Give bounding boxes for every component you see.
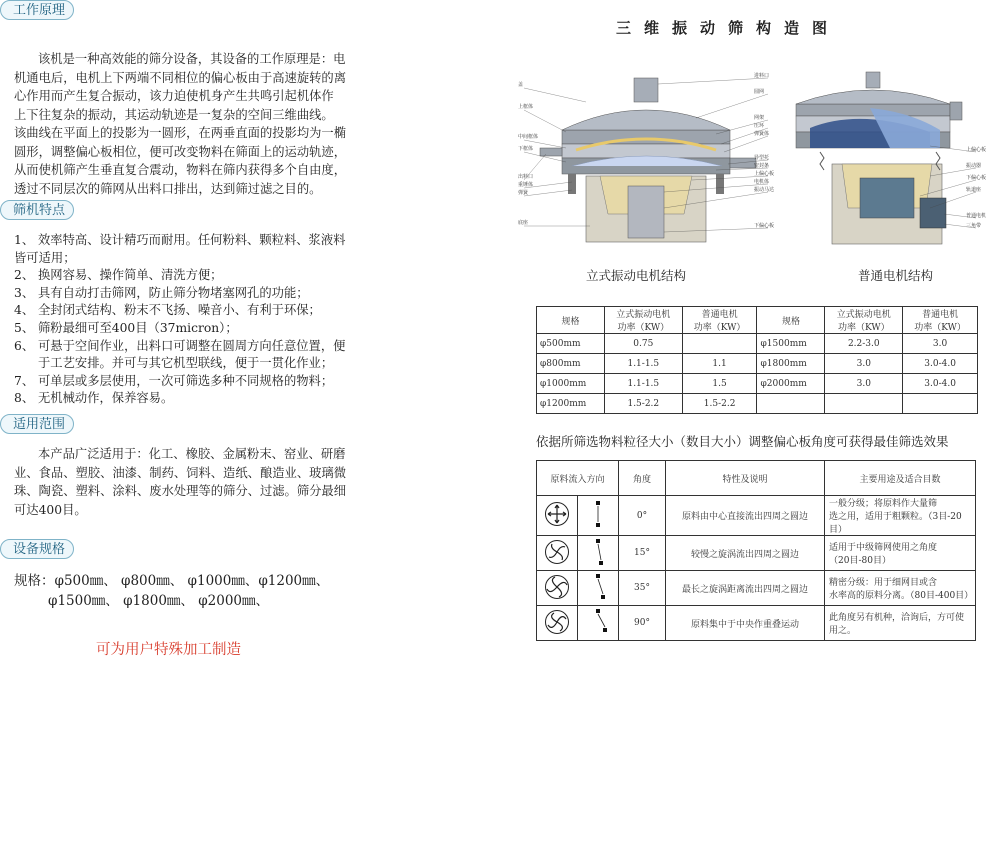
table-row <box>537 606 976 641</box>
table-cell <box>903 394 978 414</box>
angle-table-header: 主要用途及适合目数 <box>825 461 976 496</box>
eccentric-weight-icon <box>589 573 607 601</box>
spec-line-1: 规格：φ500㎜、 φ800㎜、 φ1000㎜、φ1200㎜、 <box>14 573 330 589</box>
label-screen: 圆网 <box>754 89 765 95</box>
label-vibrator: 振动器 <box>966 163 982 169</box>
eccentric-weight-icon <box>589 608 607 636</box>
usage-cell: 适用于中级筛网使用之角度 （20目-80目） <box>825 536 976 571</box>
label-vibration-motor: 振动马达 <box>754 187 775 193</box>
section-title-scope: 适用范围 <box>0 414 74 434</box>
power-table-header: 规格 <box>537 307 605 334</box>
flow-direction-cell <box>537 571 578 606</box>
power-table <box>536 306 978 414</box>
angle-cell: 35° <box>619 571 666 606</box>
label-ring: 压环 <box>754 123 765 129</box>
label-inlet: 进料口 <box>754 73 770 79</box>
principle-line: 该曲线在平面上的投影为一圆形，在两垂直面的投影均为一椭 <box>14 126 347 140</box>
feature-text: 全封闭式结构、粉末不飞扬、噪音小、有利于环保； <box>38 303 321 318</box>
power-table-header: 立式振动电机 功率（KW） <box>825 307 903 334</box>
description-cell: 较慢之旋涡流出四周之圆边 <box>666 536 825 571</box>
label-spring-body: 弹簧体 <box>754 131 770 137</box>
table-cell: φ1500mm <box>757 334 825 354</box>
scope-line: 业、食品、塑胶、油漆、制药、饲料、造纸、酿造业、玻璃微 <box>14 465 347 480</box>
label-lower-eccentric-2: 下偏心板 <box>966 175 987 181</box>
feature-number: 5、 <box>14 320 35 335</box>
usage-cell: 此角度另有机种，洽询后，方可使用之。 <box>825 606 976 641</box>
section-title-principle: 工作原理 <box>0 0 74 20</box>
table-cell <box>682 334 757 354</box>
power-table-header: 普通电机 功率（KW） <box>903 307 978 334</box>
weight-position-cell <box>578 571 619 606</box>
table-cell: 3.0-4.0 <box>903 354 978 374</box>
section-title-features: 筛机特点 <box>0 200 74 220</box>
table-cell: φ1000mm <box>537 374 605 394</box>
caption-normal-motor: 普通电机结构 <box>858 268 934 283</box>
label-upper-eccentric: 上偏心板 <box>754 171 775 177</box>
table-row <box>537 334 978 354</box>
label-track-seat: 轨道座 <box>966 187 982 193</box>
section-title-specs: 设备规格 <box>0 539 74 559</box>
usage-cell: 一般分级；将原料作大量筛 选之用，适用于粗颗粒。（3目-20目） <box>825 496 976 536</box>
weight-position-cell <box>578 496 619 536</box>
table-cell: 3.0 <box>825 374 903 394</box>
feature-number: 3、 <box>14 285 35 300</box>
feature-item <box>14 302 364 320</box>
table-cell: 1.5-2.2 <box>682 394 757 414</box>
center-swirl-icon <box>544 609 570 635</box>
angle-cell: 15° <box>619 536 666 571</box>
label-mesh-frame: 网架 <box>754 115 765 121</box>
principle-line: 从而使机筛产生垂直复合震动，物料在筛内获得多个自由度， <box>14 163 347 177</box>
label-v-belt: 三角带 <box>966 223 982 229</box>
power-table-header: 规格 <box>757 307 825 334</box>
feature-item <box>14 267 364 285</box>
table-cell: φ1200mm <box>537 394 605 414</box>
flow-direction-cell <box>537 496 578 536</box>
table-cell: 3.0-4.0 <box>903 374 978 394</box>
table-cell <box>825 394 903 414</box>
table-row <box>537 374 978 394</box>
slow-swirl-icon <box>544 539 570 565</box>
feature-item <box>14 232 364 250</box>
feature-text: 于工艺安排。并可与其它机型联线，便于一贯化作业； <box>38 356 334 371</box>
table-row <box>537 354 978 374</box>
eccentric-weight-icon <box>589 538 607 566</box>
spec-line-2: φ1500㎜、 φ1800㎜、 φ2000㎜、 <box>48 593 270 609</box>
label-lower-frame: 下框体 <box>518 146 534 152</box>
power-table-header: 立式振动电机 功率（KW） <box>604 307 682 334</box>
feature-text: 筛粉最细可至400目（37micron）； <box>38 320 238 335</box>
principle-text <box>14 50 364 198</box>
feature-text: 皆可适用； <box>14 250 76 265</box>
label-support: 异型托 <box>754 155 770 161</box>
table-row <box>537 571 976 606</box>
principle-line: 透过不同层次的筛网从出料口排出，达到筛过滤之目的。 <box>14 181 322 196</box>
label-lid: 盖 <box>518 82 524 88</box>
weight-position-cell <box>578 606 619 641</box>
principle-line: 心作用而产生复合振动，该力迫使机身产生共鸣引起机体作 <box>14 89 334 103</box>
feature-item <box>14 285 364 303</box>
angle-table-header: 角度 <box>619 461 666 496</box>
principle-line: 机通电后，电机上下两端不同相位的偏心板由于高速旋转的离 <box>14 70 347 85</box>
feature-number: 8、 <box>14 391 35 406</box>
principle-line: 该机是一种高效能的筛分设备，其设备的工作原理是：电 <box>38 52 346 66</box>
angle-subtitle: 依据所筛选物料粒径大小（数目大小）调整偏心板角度可获得最佳筛选效果 <box>536 434 949 449</box>
feature-number: 6、 <box>14 338 35 353</box>
feature-text: 具有自动打击筛网，防止筛分物堵塞网孔的功能； <box>38 285 309 300</box>
custom-manufacture-note: 可为用户特殊加工制造 <box>96 642 241 658</box>
angle-table-header: 原料流入方向 <box>537 461 619 496</box>
description-cell: 最长之旋涡距离流出四周之圆边 <box>666 571 825 606</box>
table-cell: φ2000mm <box>757 374 825 394</box>
table-cell: 0.75 <box>604 334 682 354</box>
label-middle-frame: 中间框体 <box>518 134 539 140</box>
angle-table-header: 特性及说明 <box>666 461 825 496</box>
table-cell: 1.1-1.5 <box>604 354 682 374</box>
angle-table <box>536 460 976 641</box>
cross-arrows-icon <box>544 501 570 527</box>
table-row <box>537 496 976 536</box>
feature-item <box>14 390 364 408</box>
table-row <box>537 394 978 414</box>
flow-direction-cell <box>537 606 578 641</box>
label-base: 底座 <box>518 220 529 226</box>
label-weight: 重锤体 <box>518 182 534 188</box>
table-cell <box>757 394 825 414</box>
scope-line: 珠、陶瓷、塑料、涂料、废水处理等的筛分、过滤。筛分最细 <box>14 484 347 498</box>
normal-motor-diagram <box>780 68 994 252</box>
feature-number <box>14 355 38 373</box>
long-swirl-icon <box>544 574 570 600</box>
label-normal-motor: 普通电机 <box>966 213 987 219</box>
table-cell: 1.1-1.5 <box>604 374 682 394</box>
label-lower-eccentric: 下偏心板 <box>754 223 775 229</box>
label-outlet: 出料口 <box>518 174 534 180</box>
table-cell: 2.2-3.0 <box>825 334 903 354</box>
feature-text: 效率特高、设计精巧而耐用。任何粉料、颗粒料、浆液料 <box>38 233 346 247</box>
table-cell: φ500mm <box>537 334 605 354</box>
label-seal: 密封条 <box>754 163 770 169</box>
angle-cell: 0° <box>619 496 666 536</box>
scope-line: 可达400目。 <box>14 502 87 517</box>
eccentric-weight-icon <box>589 500 607 528</box>
feature-number: 2、 <box>14 268 35 283</box>
table-cell: 1.5 <box>682 374 757 394</box>
feature-number: 4、 <box>14 303 35 318</box>
feature-item <box>14 320 364 338</box>
usage-cell: 精密分级：用于细网目或含 水率高的原料分离。（80目-400目） <box>825 571 976 606</box>
principle-line: 圆形，调整偏心板相位，便可改变物料在筛面上的运动轨迹， <box>14 144 347 159</box>
vertical-motor-diagram <box>516 68 776 254</box>
label-upper-eccentric-2: 上偏心板 <box>966 147 987 153</box>
feature-text: 可单层或多层使用，一次可筛选多种不同规格的物料； <box>38 373 334 388</box>
feature-text: 换网容易、操作简单、清洗方便； <box>38 268 223 283</box>
table-cell: 1.1 <box>682 354 757 374</box>
table-cell: 3.0 <box>903 334 978 354</box>
scope-line: 本产品广泛适用于：化工、橡胶、金属粉末、窑业、研磨 <box>38 447 346 461</box>
feature-item <box>14 250 364 268</box>
caption-vertical-motor: 立式振动电机结构 <box>586 268 687 283</box>
principle-line: 上下往复杂的振动，其运动轨迹是一复杂的空间三维曲线。 <box>14 107 334 122</box>
description-cell: 原料由中心直接流出四周之圆边 <box>666 496 825 536</box>
feature-item <box>14 338 364 356</box>
feature-text: 无机械动作，保养容易。 <box>38 391 174 406</box>
flow-direction-cell <box>537 536 578 571</box>
feature-number: 7、 <box>14 373 35 388</box>
feature-number: 1、 <box>14 233 35 247</box>
label-spring: 弹簧 <box>518 190 529 196</box>
feature-item <box>14 373 364 391</box>
table-row <box>537 536 976 571</box>
label-upper-frame: 上框体 <box>518 104 534 110</box>
table-cell: 3.0 <box>825 354 903 374</box>
power-table-header: 普通电机 功率（KW） <box>682 307 757 334</box>
table-cell: φ1800mm <box>757 354 825 374</box>
description-cell: 原料集中于中央作重叠运动 <box>666 606 825 641</box>
angle-cell: 90° <box>619 606 666 641</box>
feature-text: 可悬于空间作业，出料口可调整在圆周方向任意位置，便 <box>38 338 346 353</box>
features-list <box>14 232 364 408</box>
table-cell: φ800mm <box>537 354 605 374</box>
label-motor-body: 电机体 <box>754 179 770 185</box>
scope-text <box>14 445 364 519</box>
weight-position-cell <box>578 536 619 571</box>
table-cell: 1.5-2.2 <box>604 394 682 414</box>
feature-item <box>14 355 364 373</box>
structure-title: 三维振动筛构造图 <box>616 19 841 37</box>
